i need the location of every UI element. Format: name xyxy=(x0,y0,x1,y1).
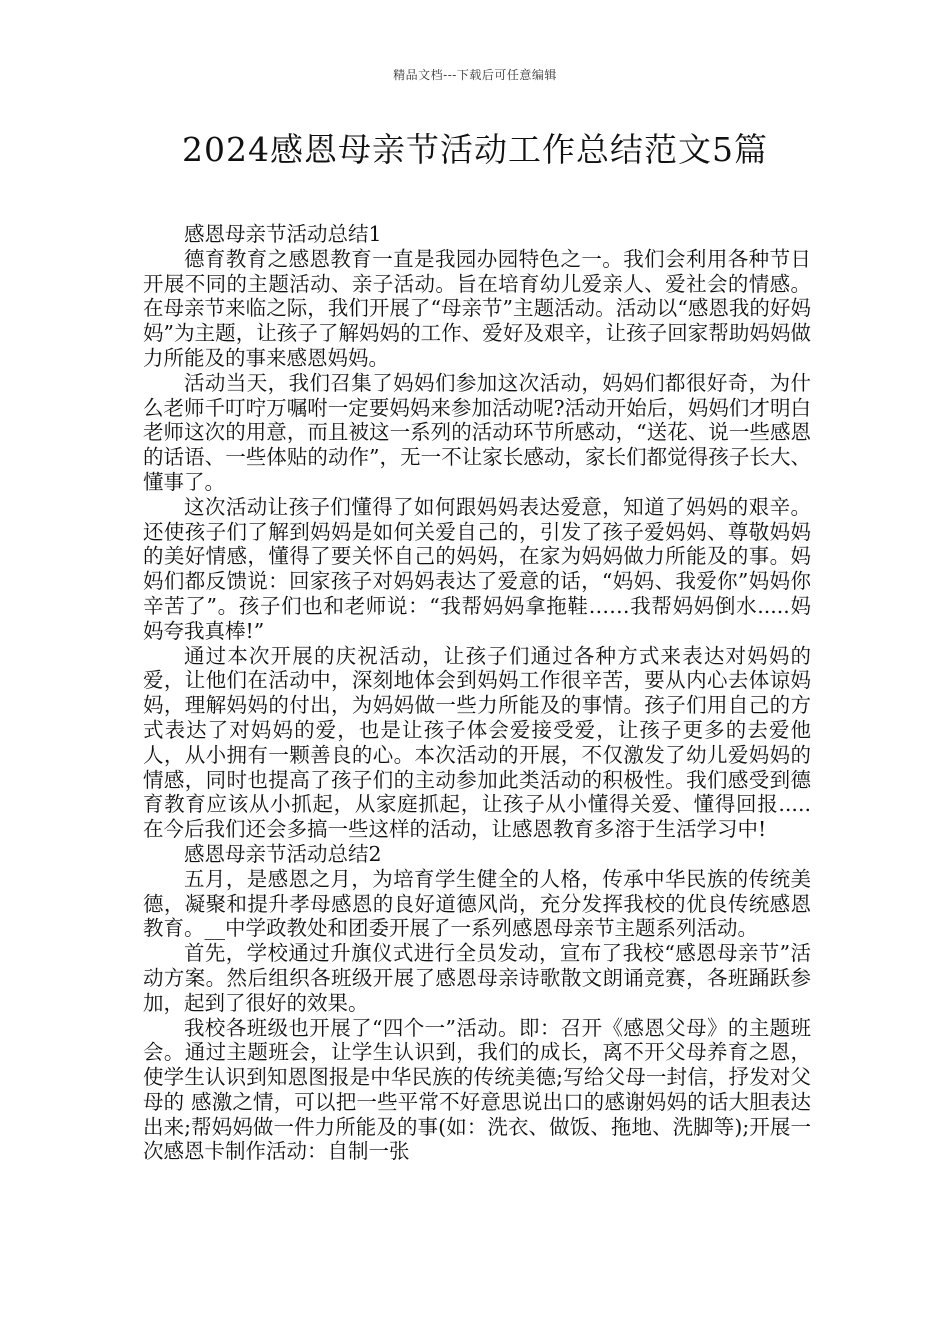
section-heading: 感恩母亲节活动总结1 xyxy=(184,222,382,246)
paragraph: 我校各班级也开展了“四个一”活动。即：召开《感恩父母》的主题班会。通过主题班会，让学生认识到，我们的成长，离不开父母养育之恩，使学生认识到知恩图报是中华民族的传统美德;写给父母一封信，抒发对父母的 感激之情，可以把一些平常不好意思说出口的感谢妈妈的话大胆表达出来;帮妈妈做一件力所能及的事(如：洗衣、做饭、拖地、洗脚等);开展一次感恩卡制作活动：自制一张 xyxy=(143,1015,811,1164)
paragraph: 这次活动让孩子们懂得了如何跟妈妈表达爱意，知道了妈妈的艰辛。还使孩子们了解到妈妈是如何关爱自己的，引发了孩子爱妈妈、尊敬妈妈的美好情感，懂得了要关怀自己的妈妈，在家为妈妈做力所能及的事。妈妈们都反馈说：回家孩子对妈妈表达了爱意的话，“妈妈、我爱你”妈妈你辛苦了”。孩子们也和老师说：“我帮妈妈拿拖鞋……我帮妈妈倒水.....妈妈夸我真棒!” xyxy=(143,494,811,643)
section-heading: 感恩母亲节活动总结2 xyxy=(184,841,382,866)
paragraph: 活动当天，我们召集了妈妈们参加这次活动，妈妈们都很好奇，为什么老师千叮咛万嘱咐一定要妈妈来参加活动呢?活动开始后，妈妈们才明白老师这次的用意，而且被这一系列的活动环节所感动，“送花、说一些感恩的话语、一些体贴的动作”，无一不让家长感动，家长们都觉得孩子长大、懂事了。 xyxy=(143,370,811,494)
paragraph: 德育教育之感恩教育一直是我园办园特色之一。我们会利用各种节日开展不同的主题活动、亲子活动。旨在培育幼儿爱亲人、爱社会的情感。在母亲节来临之际，我们开展了“母亲节”主题活动。活动以“感恩我的好妈妈”为主题，让孩子了解妈妈的工作、爱好及艰辛，让孩子回家帮助妈妈做力所能及的事来感恩妈妈。 xyxy=(143,246,811,370)
document-title: 2024感恩母亲节活动工作总结范文5篇 xyxy=(182,130,768,169)
paragraph: 通过本次开展的庆祝活动，让孩子们通过各种方式来表达对妈妈的爱，让他们在活动中，深刻地体会到妈妈工作很辛苦，要从内心去体谅妈妈，理解妈妈的付出，为妈妈做一些力所能及的事情。孩子们用自己的方式表达了对妈妈的爱，也是让孩子体会爱接受爱，让孩子更多的去爱他人，从小拥有一颗善良的心。本次活动的开展，不仅激发了幼儿爱妈妈的情感，同时也提高了孩子们的主动参加此类活动的积极性。我们感受到德育教育应该从小抓起，从家庭抓起，让孩子从小懂得关爱、懂得回报.....在今后我们还会多搞一些这样的活动，让感恩教育多溶于生活学习中! xyxy=(143,643,811,842)
header-note: 精品文档---下载后可任意编辑 xyxy=(393,68,557,82)
paragraph: 首先，学校通过升旗仪式进行全员发动，宣布了我校“感恩母亲节”活动方案。然后组织各班级开展了感恩母亲诗歌散文朗诵竞赛，各班踊跃参加，起到了很好的效果。 xyxy=(143,941,811,1015)
paragraph: 五月，是感恩之月，为培育学生健全的人格，传承中华民族的传统美德，凝聚和提升孝母感恩的良好道德风尚，充分发挥我校的优良传统感恩教育。__中学政教处和团委开展了一系列感恩母亲节主题系列活动。 xyxy=(143,866,811,941)
document-body xyxy=(143,222,811,1164)
